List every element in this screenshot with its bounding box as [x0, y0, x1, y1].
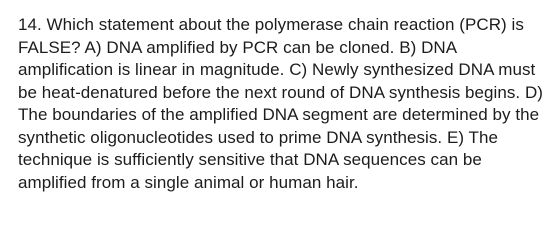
- question-text: 14. Which statement about the polymerase chain reaction (PCR) is FALSE? A) DNA amplified by PCR can be cloned. B) DNA amplification is linear in magnitude. C) Newly synthesized DNA must be heat-denatured before the next round of DNA synthesis begins. D) The boundaries of the amplified DNA segment are determined by the synthetic oligonucleotides used to prime DNA synthesis. E) The technique is sufficiently sensitive that DNA sequences can be amplified from a single animal or human hair.: [18, 15, 544, 192]
